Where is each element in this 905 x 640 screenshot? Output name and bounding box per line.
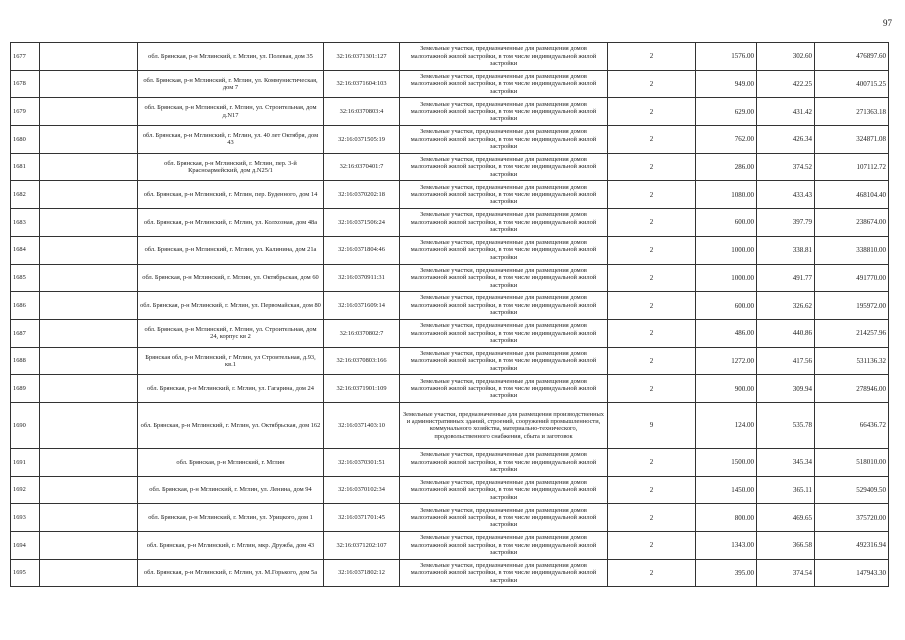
empty-cell [40, 153, 138, 181]
group-code-cell: 2 [608, 264, 696, 292]
permitted-use-cell: Земельные участки, предназначенные для размещения домов малоэтажной жилой застройки, в том числе индивидуальной жилой застройки [400, 559, 608, 587]
empty-cell [40, 504, 138, 532]
unit-value-cell: 440.86 [757, 319, 815, 347]
table-row [11, 43, 889, 71]
group-code-cell: 2 [608, 319, 696, 347]
empty-cell [40, 448, 138, 476]
table-row [11, 402, 889, 448]
group-code-cell: 2 [608, 98, 696, 126]
unit-value-cell: 535.78 [757, 402, 815, 448]
address-cell: обл. Брянская, р-н Мглинский, г. Мглин, ул. Строительная, дом д.N17 [138, 98, 324, 126]
group-code-cell: 2 [608, 43, 696, 71]
address-cell: обл. Брянская, р-н Мглинский, г. Мглин [138, 448, 324, 476]
area-cell: 800.00 [696, 504, 757, 532]
cadastral-value-cell: 107112.72 [815, 153, 889, 181]
empty-cell [40, 181, 138, 209]
table-row [11, 504, 889, 532]
area-cell: 1272.00 [696, 347, 757, 375]
permitted-use-cell: Земельные участки, предназначенные для размещения домов малоэтажной жилой застройки, в том числе индивидуальной жилой застройки [400, 375, 608, 403]
empty-cell [40, 319, 138, 347]
group-code-cell: 2 [608, 476, 696, 504]
table-row [11, 559, 889, 587]
cadastral-value-cell: 468104.40 [815, 181, 889, 209]
unit-value-cell: 431.42 [757, 98, 815, 126]
area-cell: 286.00 [696, 153, 757, 181]
unit-value-cell: 302.60 [757, 43, 815, 71]
group-code-cell: 2 [608, 347, 696, 375]
cadastral-value-cell: 147943.30 [815, 559, 889, 587]
group-code-cell: 2 [608, 559, 696, 587]
row-number-cell: 1684 [11, 236, 40, 264]
row-number-cell: 1685 [11, 264, 40, 292]
cadastral-number-cell: 32:16:0371202:107 [324, 532, 400, 560]
table-row [11, 181, 889, 209]
address-cell: обл. Брянская, р-н Мглинский, г. Мглин, пер. Буденного, дом 14 [138, 181, 324, 209]
address-cell: обл. Брянская, р-н Мглинский, г. Мглин, ул. Октябрьская, дом 60 [138, 264, 324, 292]
table-row [11, 476, 889, 504]
empty-cell [40, 292, 138, 320]
address-cell: Брянская обл, р-н Мглинский, г Мглин, ул Строительная, д.93, кв.1 [138, 347, 324, 375]
empty-cell [40, 209, 138, 237]
area-cell: 1450.00 [696, 476, 757, 504]
cadastral-number-cell: 32:16:0371609:14 [324, 292, 400, 320]
cadastral-number-cell: 32:16:0371505:19 [324, 126, 400, 154]
unit-value-cell: 374.52 [757, 153, 815, 181]
address-cell: обл. Брянская, р-н Мглинский, г. Мглин, пер. 3-й Красноармейский, дом д.N25/1 [138, 153, 324, 181]
row-number-cell: 1683 [11, 209, 40, 237]
group-code-cell: 2 [608, 70, 696, 98]
area-cell: 1500.00 [696, 448, 757, 476]
table-row [11, 236, 889, 264]
cadastral-number-cell: 32:16:0371403:10 [324, 402, 400, 448]
unit-value-cell: 491.77 [757, 264, 815, 292]
cadastral-value-cell: 214257.96 [815, 319, 889, 347]
permitted-use-cell: Земельные участки, предназначенные для размещения домов малоэтажной жилой застройки, в том числе индивидуальной жилой застройки [400, 209, 608, 237]
page-number: 97 [883, 18, 892, 28]
row-number-cell: 1694 [11, 532, 40, 560]
group-code-cell: 2 [608, 209, 696, 237]
table-row [11, 209, 889, 237]
permitted-use-cell: Земельные участки, предназначенные для размещения домов малоэтажной жилой застройки, в том числе индивидуальной жилой застройки [400, 292, 608, 320]
cadastral-number-cell: 32:16:0370301:51 [324, 448, 400, 476]
row-number-cell: 1682 [11, 181, 40, 209]
address-cell: обл. Брянская, р-н Мглинский, г. Мглин, ул. Октябрьская, дом 162 [138, 402, 324, 448]
group-code-cell: 9 [608, 402, 696, 448]
unit-value-cell: 433.43 [757, 181, 815, 209]
empty-cell [40, 532, 138, 560]
area-cell: 762.00 [696, 126, 757, 154]
cadastral-number-cell: 32:16:0370802:7 [324, 319, 400, 347]
row-number-cell: 1679 [11, 98, 40, 126]
empty-cell [40, 43, 138, 71]
row-number-cell: 1678 [11, 70, 40, 98]
cadastral-number-cell: 32:16:0371604:103 [324, 70, 400, 98]
area-cell: 486.00 [696, 319, 757, 347]
cadastral-value-cell: 195972.00 [815, 292, 889, 320]
group-code-cell: 2 [608, 236, 696, 264]
row-number-cell: 1692 [11, 476, 40, 504]
empty-cell [40, 126, 138, 154]
area-cell: 1343.00 [696, 532, 757, 560]
unit-value-cell: 426.34 [757, 126, 815, 154]
empty-cell [40, 264, 138, 292]
area-cell: 600.00 [696, 292, 757, 320]
row-number-cell: 1693 [11, 504, 40, 532]
area-cell: 949.00 [696, 70, 757, 98]
permitted-use-cell: Земельные участки, предназначенные для размещения домов малоэтажной жилой застройки, в том числе индивидуальной жилой застройки [400, 98, 608, 126]
cadastral-value-cell: 278946.00 [815, 375, 889, 403]
area-cell: 1000.00 [696, 236, 757, 264]
table-row [11, 532, 889, 560]
area-cell: 395.00 [696, 559, 757, 587]
cadastral-value-cell: 518010.00 [815, 448, 889, 476]
address-cell: обл. Брянская, р-н Мглинский, г. Мглин, мкр. Дружба, дом 43 [138, 532, 324, 560]
cadastral-value-cell: 66436.72 [815, 402, 889, 448]
cadastral-value-cell: 375720.00 [815, 504, 889, 532]
unit-value-cell: 469.65 [757, 504, 815, 532]
table-row [11, 153, 889, 181]
area-cell: 1576.00 [696, 43, 757, 71]
empty-cell [40, 375, 138, 403]
area-cell: 1000.00 [696, 264, 757, 292]
unit-value-cell: 397.79 [757, 209, 815, 237]
cadastral-value-cell: 324871.08 [815, 126, 889, 154]
land-registry-table [10, 42, 889, 587]
row-number-cell: 1677 [11, 43, 40, 71]
empty-cell [40, 236, 138, 264]
cadastral-value-cell: 238674.00 [815, 209, 889, 237]
cadastral-value-cell: 271363.18 [815, 98, 889, 126]
cadastral-number-cell: 32:16:0370803:4 [324, 98, 400, 126]
table-row [11, 347, 889, 375]
unit-value-cell: 345.34 [757, 448, 815, 476]
table-row [11, 319, 889, 347]
area-cell: 1080.00 [696, 181, 757, 209]
cadastral-value-cell: 400715.25 [815, 70, 889, 98]
row-number-cell: 1695 [11, 559, 40, 587]
cadastral-number-cell: 32:16:0371804:46 [324, 236, 400, 264]
permitted-use-cell: Земельные участки, предназначенные для размещения домов малоэтажной жилой застройки, в том числе индивидуальной жилой застройки [400, 236, 608, 264]
permitted-use-cell: Земельные участки, предназначенные для размещения домов малоэтажной жилой застройки, в том числе индивидуальной жилой застройки [400, 153, 608, 181]
permitted-use-cell: Земельные участки, предназначенные для размещения домов малоэтажной жилой застройки, в том числе индивидуальной жилой застройки [400, 504, 608, 532]
address-cell: обл. Брянская, р-н Мглинский, г. Мглин, ул. Коммунистическая, дом 7 [138, 70, 324, 98]
cadastral-number-cell: 32:16:0371802:12 [324, 559, 400, 587]
address-cell: обл. Брянская, р-н Мглинский, г. Мглин, ул. Урицкого, дом 1 [138, 504, 324, 532]
empty-cell [40, 70, 138, 98]
cadastral-value-cell: 529409.50 [815, 476, 889, 504]
row-number-cell: 1681 [11, 153, 40, 181]
empty-cell [40, 98, 138, 126]
table-row [11, 126, 889, 154]
permitted-use-cell: Земельные участки, предназначенные для размещения домов малоэтажной жилой застройки, в том числе индивидуальной жилой застройки [400, 347, 608, 375]
unit-value-cell: 338.81 [757, 236, 815, 264]
cadastral-number-cell: 32:16:0370803:166 [324, 347, 400, 375]
unit-value-cell: 326.62 [757, 292, 815, 320]
table-row [11, 292, 889, 320]
empty-cell [40, 476, 138, 504]
group-code-cell: 2 [608, 126, 696, 154]
cadastral-number-cell: 32:16:0370102:34 [324, 476, 400, 504]
address-cell: обл. Брянская, р-н Мглинский, г. Мглин, ул. Калинина, дом 21а [138, 236, 324, 264]
table-row [11, 70, 889, 98]
permitted-use-cell: Земельные участки, предназначенные для размещения домов малоэтажной жилой застройки, в том числе индивидуальной жилой застройки [400, 126, 608, 154]
permitted-use-cell: Земельные участки, предназначенные для размещения домов малоэтажной жилой застройки, в том числе индивидуальной жилой застройки [400, 532, 608, 560]
cadastral-value-cell: 338810.00 [815, 236, 889, 264]
permitted-use-cell: Земельные участки, предназначенные для размещения домов малоэтажной жилой застройки, в том числе индивидуальной жилой застройки [400, 264, 608, 292]
address-cell: обл. Брянская, р-н Мглинский, г. Мглин, ул. Ленина, дом 94 [138, 476, 324, 504]
cadastral-number-cell: 32:16:0371701:45 [324, 504, 400, 532]
cadastral-value-cell: 491770.00 [815, 264, 889, 292]
unit-value-cell: 417.56 [757, 347, 815, 375]
cadastral-number-cell: 32:16:0370202:18 [324, 181, 400, 209]
empty-cell [40, 347, 138, 375]
row-number-cell: 1689 [11, 375, 40, 403]
group-code-cell: 2 [608, 153, 696, 181]
group-code-cell: 2 [608, 181, 696, 209]
area-cell: 124.00 [696, 402, 757, 448]
group-code-cell: 2 [608, 375, 696, 403]
cadastral-number-cell: 32:16:0371901:109 [324, 375, 400, 403]
cadastral-value-cell: 492316.94 [815, 532, 889, 560]
table-row [11, 448, 889, 476]
permitted-use-cell: Земельные участки, предназначенные для размещения домов малоэтажной жилой застройки, в том числе индивидуальной жилой застройки [400, 70, 608, 98]
unit-value-cell: 422.25 [757, 70, 815, 98]
row-number-cell: 1691 [11, 448, 40, 476]
table-row [11, 264, 889, 292]
table-body [11, 43, 889, 587]
permitted-use-cell: Земельные участки, предназначенные для размещения домов малоэтажной жилой застройки, в том числе индивидуальной жилой застройки [400, 43, 608, 71]
cadastral-number-cell: 32:16:0370401:7 [324, 153, 400, 181]
address-cell: обл. Брянская, р-н Мглинский, г. Мглин, ул. Полевая, дом 35 [138, 43, 324, 71]
permitted-use-cell: Земельные участки, предназначенные для размещения производственных и административных зданий, строений, сооружений промышленности, коммунального хозяйства, материально-технического, продовольственного снабжения, сбыта и заготовок [400, 402, 608, 448]
empty-cell [40, 559, 138, 587]
group-code-cell: 2 [608, 292, 696, 320]
row-number-cell: 1686 [11, 292, 40, 320]
cadastral-number-cell: 32:16:0370911:31 [324, 264, 400, 292]
group-code-cell: 2 [608, 504, 696, 532]
table-row [11, 375, 889, 403]
unit-value-cell: 374.54 [757, 559, 815, 587]
address-cell: обл. Брянская, р-н Мглинский, г. Мглин, ул. Первомайская, дом 80 [138, 292, 324, 320]
cadastral-value-cell: 476897.60 [815, 43, 889, 71]
empty-cell [40, 402, 138, 448]
area-cell: 600.00 [696, 209, 757, 237]
permitted-use-cell: Земельные участки, предназначенные для размещения домов малоэтажной жилой застройки, в том числе индивидуальной жилой застройки [400, 448, 608, 476]
group-code-cell: 2 [608, 532, 696, 560]
permitted-use-cell: Земельные участки, предназначенные для размещения домов малоэтажной жилой застройки, в том числе индивидуальной жилой застройки [400, 319, 608, 347]
unit-value-cell: 366.58 [757, 532, 815, 560]
group-code-cell: 2 [608, 448, 696, 476]
address-cell: обл. Брянская, р-н Мглинский, г. Мглин, ул. Гагарина, дом 24 [138, 375, 324, 403]
cadastral-number-cell: 32:16:0371301:127 [324, 43, 400, 71]
area-cell: 900.00 [696, 375, 757, 403]
address-cell: обл. Брянская, р-н Мглинский, г. Мглин, ул. 40 лет Октября, дом 43 [138, 126, 324, 154]
address-cell: обл. Брянская, р-н Мглинский, г. Мглин, ул. Строительная, дом 24, корпус кв 2 [138, 319, 324, 347]
permitted-use-cell: Земельные участки, предназначенные для размещения домов малоэтажной жилой застройки, в том числе индивидуальной жилой застройки [400, 476, 608, 504]
cadastral-value-cell: 531136.32 [815, 347, 889, 375]
area-cell: 629.00 [696, 98, 757, 126]
row-number-cell: 1688 [11, 347, 40, 375]
table-row [11, 98, 889, 126]
row-number-cell: 1680 [11, 126, 40, 154]
address-cell: обл. Брянская, р-н Мглинский, г. Мглин, ул. Колхозная, дом 48а [138, 209, 324, 237]
row-number-cell: 1687 [11, 319, 40, 347]
cadastral-number-cell: 32:16:0371506:24 [324, 209, 400, 237]
row-number-cell: 1690 [11, 402, 40, 448]
address-cell: обл. Брянская, р-н Мглинский, г. Мглин, ул. М.Горького, дом 5а [138, 559, 324, 587]
unit-value-cell: 309.94 [757, 375, 815, 403]
permitted-use-cell: Земельные участки, предназначенные для размещения домов малоэтажной жилой застройки, в том числе индивидуальной жилой застройки [400, 181, 608, 209]
unit-value-cell: 365.11 [757, 476, 815, 504]
